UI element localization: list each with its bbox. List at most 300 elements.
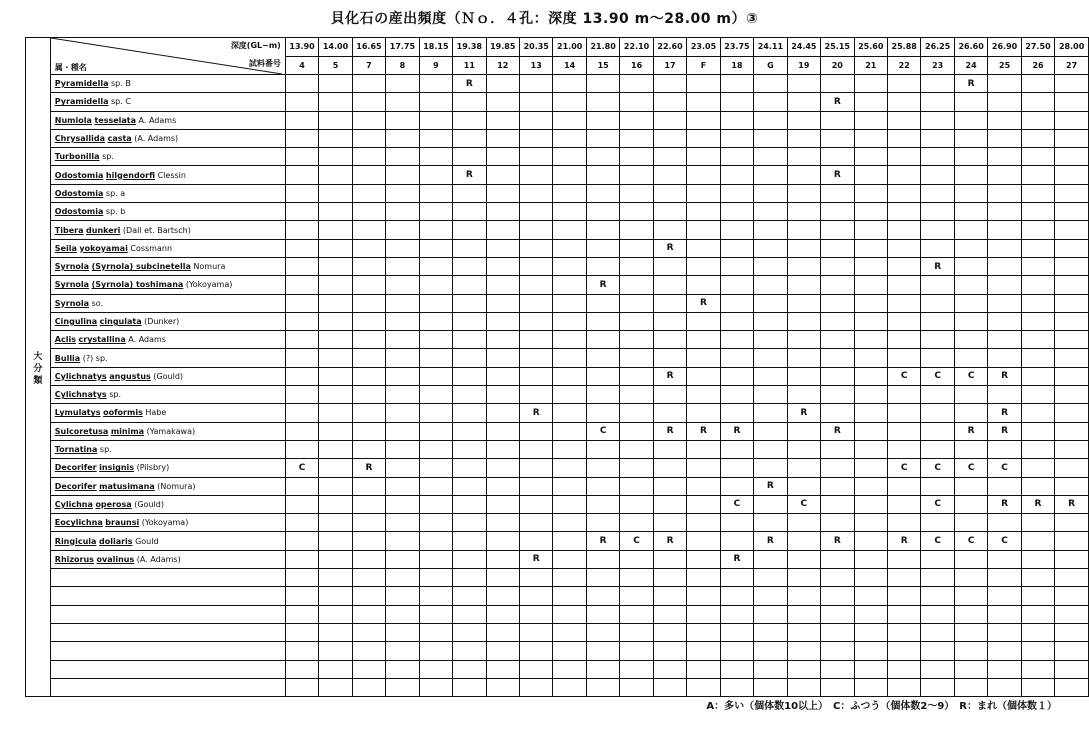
frequency-cell — [419, 349, 452, 367]
category-header — [26, 38, 51, 697]
species-epithet: crystallina — [78, 335, 126, 345]
frequency-cell — [1055, 257, 1089, 275]
frequency-cell — [285, 184, 318, 202]
species-name — [50, 623, 285, 641]
frequency-cell — [352, 239, 385, 257]
frequency-cell — [352, 257, 385, 275]
frequency-cell — [854, 75, 887, 93]
frequency-cell: C — [954, 532, 987, 550]
frequency-cell — [754, 550, 787, 568]
frequency-cell: R — [1021, 495, 1054, 513]
frequency-cell — [486, 587, 519, 605]
frequency-cell — [352, 276, 385, 294]
table-row — [26, 184, 1089, 202]
genus-name: Cingulina — [54, 317, 98, 326]
frequency-cell — [386, 276, 419, 294]
species-epithet: hilgendorfi — [105, 170, 156, 180]
frequency-cell — [787, 129, 820, 147]
frequency-cell — [854, 276, 887, 294]
frequency-cell — [754, 239, 787, 257]
frequency-cell — [887, 129, 920, 147]
table-row — [26, 440, 1089, 458]
frequency-cell — [486, 221, 519, 239]
frequency-cell — [754, 422, 787, 440]
frequency-cell — [453, 678, 486, 696]
frequency-cell — [887, 93, 920, 111]
frequency-cell — [988, 312, 1021, 330]
frequency-cell — [285, 111, 318, 129]
genus-name: Syrnola — [54, 298, 90, 308]
frequency-cell — [854, 678, 887, 696]
frequency-cell — [486, 75, 519, 93]
frequency-cell — [352, 111, 385, 129]
frequency-cell — [486, 678, 519, 696]
frequency-cell — [386, 294, 419, 312]
frequency-cell — [586, 129, 619, 147]
frequency-cell — [386, 331, 419, 349]
frequency-cell — [988, 660, 1021, 678]
frequency-cell — [854, 367, 887, 385]
frequency-cell — [419, 221, 452, 239]
frequency-cell — [754, 440, 787, 458]
frequency-cell — [352, 477, 385, 495]
frequency-cell — [1021, 532, 1054, 550]
frequency-cell — [1055, 404, 1089, 422]
author-name: (Gould) — [131, 499, 164, 509]
frequency-cell: C — [787, 495, 820, 513]
frequency-cell — [653, 75, 686, 93]
frequency-cell: R — [653, 532, 686, 550]
frequency-cell — [520, 605, 553, 623]
frequency-cell — [586, 404, 619, 422]
frequency-cell — [453, 93, 486, 111]
frequency-cell — [921, 294, 954, 312]
frequency-cell — [787, 294, 820, 312]
frequency-cell — [486, 605, 519, 623]
sample-cell: 19 — [787, 56, 820, 75]
frequency-cell — [821, 184, 854, 202]
genus-name: Numiola — [54, 115, 92, 125]
depth-cell: 23.05 — [687, 38, 720, 57]
frequency-cell — [821, 276, 854, 294]
frequency-cell — [1021, 111, 1054, 129]
frequency-cell — [520, 678, 553, 696]
frequency-cell — [988, 587, 1021, 605]
frequency-cell — [419, 312, 452, 330]
frequency-cell: R — [821, 532, 854, 550]
genus-name: Tibera — [54, 225, 84, 235]
frequency-cell — [988, 642, 1021, 660]
frequency-cell — [921, 422, 954, 440]
frequency-cell — [285, 349, 318, 367]
frequency-cell — [787, 349, 820, 367]
frequency-cell — [352, 184, 385, 202]
frequency-cell — [620, 642, 653, 660]
frequency-cell — [453, 532, 486, 550]
frequency-cell: R — [921, 257, 954, 275]
frequency-cell — [720, 276, 753, 294]
frequency-cell — [954, 148, 987, 166]
frequency-cell — [720, 386, 753, 404]
frequency-cell — [319, 495, 352, 513]
frequency-cell — [821, 477, 854, 495]
frequency-cell — [419, 550, 452, 568]
frequency-cell — [787, 312, 820, 330]
frequency-cell — [586, 111, 619, 129]
frequency-cell — [821, 257, 854, 275]
frequency-cell — [854, 349, 887, 367]
frequency-cell — [954, 184, 987, 202]
frequency-cell — [1021, 367, 1054, 385]
sample-cell: 17 — [653, 56, 686, 75]
frequency-cell — [787, 642, 820, 660]
frequency-cell — [988, 623, 1021, 641]
frequency-cell — [921, 660, 954, 678]
frequency-cell — [887, 239, 920, 257]
author-name: (Yokoyama) — [183, 280, 233, 290]
frequency-cell — [319, 221, 352, 239]
frequency-cell — [653, 514, 686, 532]
frequency-cell — [887, 294, 920, 312]
frequency-cell: C — [620, 532, 653, 550]
frequency-cell — [887, 184, 920, 202]
genus-name: Bullia — [54, 353, 81, 363]
frequency-cell — [921, 440, 954, 458]
frequency-cell — [687, 440, 720, 458]
frequency-cell — [754, 294, 787, 312]
frequency-cell — [520, 623, 553, 641]
frequency-cell — [486, 331, 519, 349]
frequency-cell — [386, 495, 419, 513]
frequency-cell — [854, 550, 887, 568]
frequency-cell — [553, 184, 586, 202]
frequency-cell — [620, 569, 653, 587]
frequency-cell — [887, 569, 920, 587]
frequency-cell — [620, 294, 653, 312]
frequency-cell — [386, 404, 419, 422]
frequency-cell — [1021, 257, 1054, 275]
frequency-cell — [285, 93, 318, 111]
frequency-cell — [319, 642, 352, 660]
frequency-cell — [419, 111, 452, 129]
depth-cell: 25.15 — [821, 38, 854, 57]
frequency-cell — [285, 477, 318, 495]
table-row — [26, 459, 1089, 477]
frequency-cell — [754, 678, 787, 696]
species-name — [50, 129, 285, 147]
frequency-cell — [285, 312, 318, 330]
frequency-cell — [486, 367, 519, 385]
frequency-cell — [887, 660, 920, 678]
frequency-cell — [1055, 678, 1089, 696]
frequency-cell: R — [988, 367, 1021, 385]
species-epithet: matusimana — [99, 481, 155, 491]
frequency-cell — [553, 93, 586, 111]
frequency-cell — [787, 203, 820, 221]
frequency-cell — [954, 166, 987, 184]
sample-cell: 27 — [1055, 56, 1089, 75]
frequency-cell — [453, 294, 486, 312]
frequency-cell: R — [954, 422, 987, 440]
frequency-cell — [787, 221, 820, 239]
frequency-cell — [887, 422, 920, 440]
genus-name: Syrnola — [54, 262, 90, 272]
frequency-cell — [653, 660, 686, 678]
sample-cell: 16 — [620, 56, 653, 75]
frequency-cell — [754, 642, 787, 660]
frequency-cell — [1055, 312, 1089, 330]
frequency-cell — [754, 605, 787, 623]
frequency-cell — [854, 569, 887, 587]
frequency-cell — [821, 623, 854, 641]
frequency-cell — [486, 514, 519, 532]
frequency-cell — [787, 386, 820, 404]
table-row — [26, 495, 1089, 513]
frequency-cell — [954, 129, 987, 147]
frequency-cell — [1021, 386, 1054, 404]
frequency-cell — [954, 404, 987, 422]
depth-cell: 25.88 — [887, 38, 920, 57]
legend: A：多い（個体数10以上） C：ふつう（個体数2〜9） R：まれ（個体数１） — [706, 701, 1057, 712]
frequency-cell — [520, 312, 553, 330]
species-name — [50, 550, 285, 568]
author-name: (Dunker) — [141, 317, 180, 326]
frequency-cell — [586, 514, 619, 532]
frequency-cell — [687, 111, 720, 129]
fossil-frequency-table — [25, 37, 1089, 697]
frequency-cell — [1021, 203, 1054, 221]
frequency-cell: R — [954, 75, 987, 93]
frequency-cell — [520, 459, 553, 477]
frequency-cell — [1055, 93, 1089, 111]
species-name — [50, 532, 285, 550]
frequency-cell — [821, 294, 854, 312]
species-name — [50, 294, 285, 312]
frequency-cell: C — [285, 459, 318, 477]
frequency-cell — [854, 440, 887, 458]
frequency-cell — [586, 93, 619, 111]
frequency-cell — [319, 605, 352, 623]
table-row — [26, 129, 1089, 147]
frequency-cell — [553, 404, 586, 422]
frequency-cell — [486, 148, 519, 166]
frequency-cell — [620, 93, 653, 111]
frequency-cell — [653, 111, 686, 129]
frequency-cell — [520, 203, 553, 221]
frequency-cell — [419, 514, 452, 532]
frequency-cell — [453, 623, 486, 641]
frequency-cell — [821, 331, 854, 349]
author-name: Gould — [132, 536, 159, 546]
frequency-cell — [854, 660, 887, 678]
frequency-cell — [921, 477, 954, 495]
author-name: sp. B — [108, 79, 131, 89]
frequency-cell — [954, 312, 987, 330]
frequency-cell — [520, 440, 553, 458]
author-name: Habe — [142, 408, 167, 418]
frequency-cell — [687, 203, 720, 221]
depth-cell: 19.38 — [453, 38, 486, 57]
frequency-cell — [319, 440, 352, 458]
species-epithet: operosa — [95, 499, 132, 509]
frequency-cell — [653, 276, 686, 294]
frequency-cell — [453, 587, 486, 605]
frequency-cell — [386, 532, 419, 550]
frequency-cell — [319, 514, 352, 532]
frequency-cell — [821, 587, 854, 605]
frequency-cell — [319, 550, 352, 568]
frequency-cell — [486, 276, 519, 294]
species-name — [50, 386, 285, 404]
frequency-cell — [754, 331, 787, 349]
frequency-cell — [419, 477, 452, 495]
author-name: sp. — [99, 152, 114, 162]
frequency-cell — [854, 239, 887, 257]
frequency-cell — [954, 587, 987, 605]
frequency-cell: C — [887, 459, 920, 477]
frequency-cell — [1055, 276, 1089, 294]
frequency-cell — [453, 312, 486, 330]
author-name: (Pilsbry) — [134, 463, 170, 473]
frequency-cell — [553, 386, 586, 404]
frequency-cell — [754, 495, 787, 513]
frequency-cell — [1021, 660, 1054, 678]
genus-name: Aclis — [54, 335, 76, 345]
frequency-cell — [854, 404, 887, 422]
table-row — [26, 331, 1089, 349]
frequency-cell — [486, 93, 519, 111]
frequency-cell — [620, 312, 653, 330]
frequency-cell — [319, 367, 352, 385]
frequency-cell — [653, 440, 686, 458]
frequency-cell — [520, 294, 553, 312]
frequency-cell — [954, 495, 987, 513]
frequency-cell — [586, 587, 619, 605]
frequency-cell — [921, 75, 954, 93]
frequency-cell — [954, 386, 987, 404]
frequency-cell — [520, 184, 553, 202]
frequency-cell — [352, 550, 385, 568]
table-row — [26, 203, 1089, 221]
frequency-cell — [419, 587, 452, 605]
frequency-cell — [921, 514, 954, 532]
frequency-cell — [921, 605, 954, 623]
frequency-cell — [620, 129, 653, 147]
frequency-cell — [653, 203, 686, 221]
frequency-cell — [887, 276, 920, 294]
species-epithet: yokoyamai — [79, 243, 128, 253]
frequency-cell — [586, 495, 619, 513]
frequency-cell — [720, 239, 753, 257]
frequency-cell — [988, 349, 1021, 367]
genus-name: Tornatina — [54, 445, 98, 455]
frequency-cell: R — [653, 367, 686, 385]
frequency-cell — [754, 166, 787, 184]
depth-cell: 26.60 — [954, 38, 987, 57]
frequency-cell — [352, 623, 385, 641]
frequency-cell — [921, 184, 954, 202]
frequency-cell — [586, 367, 619, 385]
frequency-cell — [486, 642, 519, 660]
sample-cell: 14 — [553, 56, 586, 75]
frequency-cell — [520, 349, 553, 367]
frequency-cell — [1055, 459, 1089, 477]
frequency-cell — [453, 184, 486, 202]
author-name: sp. a — [103, 188, 126, 198]
frequency-cell — [486, 239, 519, 257]
frequency-cell — [520, 660, 553, 678]
frequency-cell — [620, 440, 653, 458]
frequency-cell — [754, 312, 787, 330]
frequency-cell — [954, 440, 987, 458]
frequency-cell — [285, 166, 318, 184]
frequency-cell — [653, 257, 686, 275]
frequency-cell — [1055, 111, 1089, 129]
author-name: A. Adams — [136, 115, 177, 125]
frequency-cell — [586, 257, 619, 275]
frequency-cell — [887, 203, 920, 221]
frequency-cell — [821, 75, 854, 93]
frequency-cell — [319, 459, 352, 477]
frequency-cell — [821, 459, 854, 477]
frequency-cell — [285, 569, 318, 587]
genus-name: Cylichnatys — [54, 390, 107, 400]
frequency-cell — [754, 203, 787, 221]
frequency-cell — [687, 514, 720, 532]
frequency-cell — [553, 312, 586, 330]
frequency-cell — [653, 221, 686, 239]
table-row — [26, 111, 1089, 129]
frequency-cell — [988, 569, 1021, 587]
frequency-cell — [787, 440, 820, 458]
frequency-cell — [921, 642, 954, 660]
frequency-cell: C — [921, 367, 954, 385]
frequency-cell — [419, 148, 452, 166]
frequency-cell — [921, 276, 954, 294]
frequency-cell — [787, 276, 820, 294]
frequency-cell — [821, 239, 854, 257]
frequency-cell — [1021, 221, 1054, 239]
frequency-cell — [553, 660, 586, 678]
frequency-cell — [352, 495, 385, 513]
frequency-cell — [319, 386, 352, 404]
frequency-cell — [453, 221, 486, 239]
frequency-cell — [1055, 129, 1089, 147]
frequency-cell — [921, 349, 954, 367]
frequency-cell — [620, 184, 653, 202]
frequency-cell — [954, 221, 987, 239]
frequency-cell — [553, 532, 586, 550]
frequency-cell — [720, 111, 753, 129]
frequency-cell — [787, 422, 820, 440]
frequency-cell — [754, 404, 787, 422]
frequency-cell — [1021, 605, 1054, 623]
frequency-cell — [386, 459, 419, 477]
genus-name: Seila — [54, 243, 77, 253]
frequency-cell — [653, 294, 686, 312]
table-row — [26, 386, 1089, 404]
frequency-cell — [954, 331, 987, 349]
frequency-cell — [285, 642, 318, 660]
frequency-cell — [285, 239, 318, 257]
empty-row — [26, 660, 1089, 678]
frequency-cell: R — [988, 422, 1021, 440]
frequency-cell — [352, 386, 385, 404]
frequency-cell — [553, 678, 586, 696]
frequency-cell — [419, 239, 452, 257]
species-epithet: minima — [110, 426, 145, 436]
frequency-cell — [653, 331, 686, 349]
